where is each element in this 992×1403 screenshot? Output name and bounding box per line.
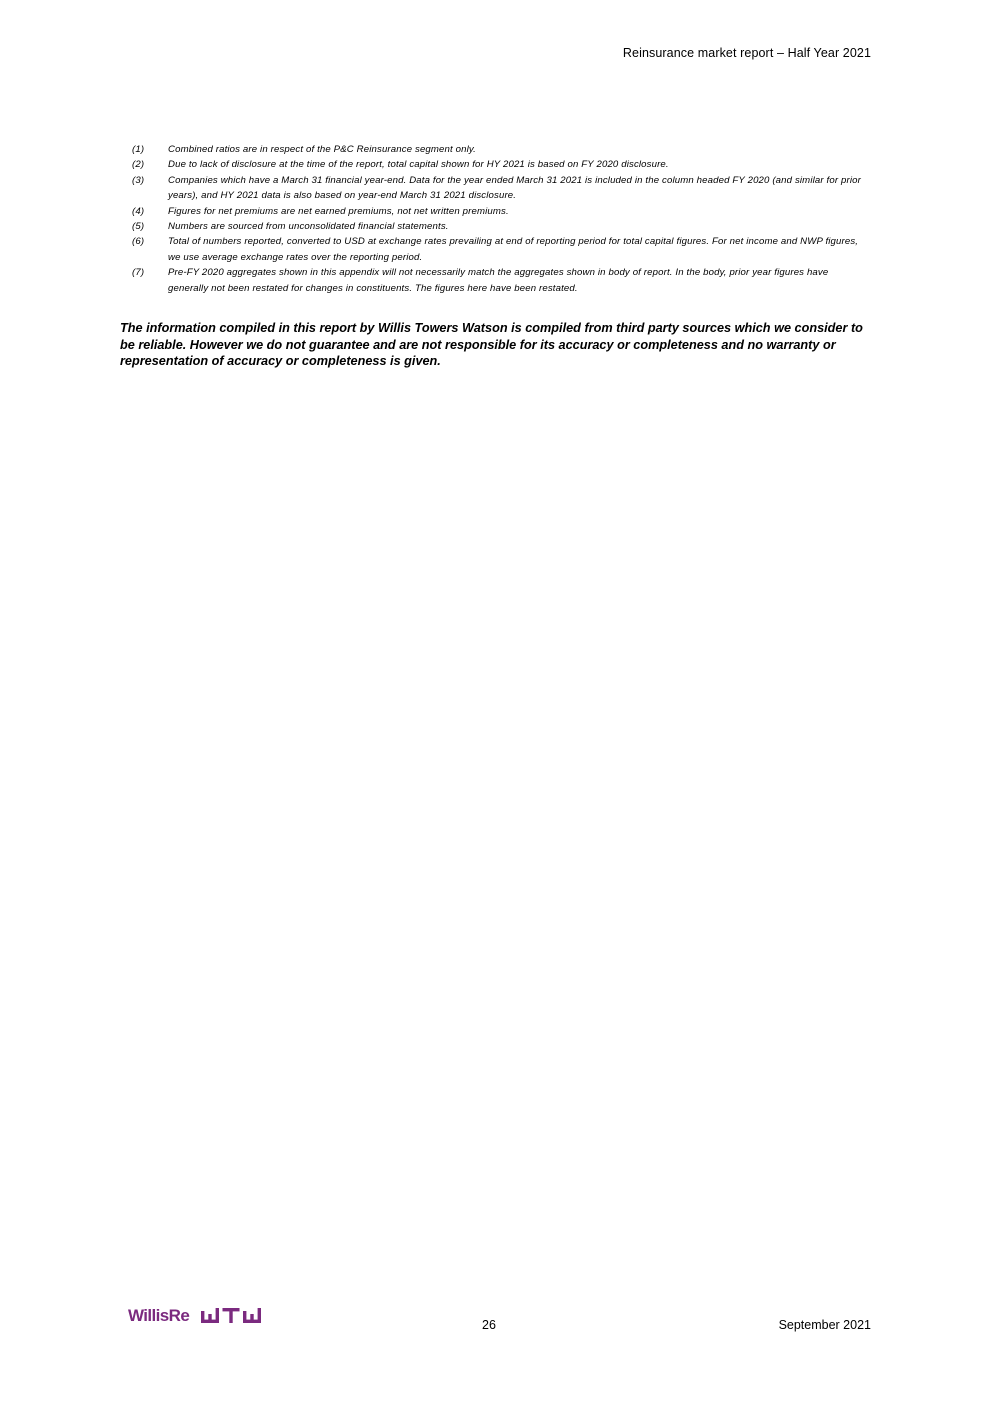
disclaimer-text: The information compiled in this report by Willis Towers Watson is compiled from third party sources which we consider to be reliable. However we do not guarantee and are not responsible for its accuracy or completeness and no warranty or representation of accuracy or completeness is given.	[120, 321, 863, 369]
footnote-item	[132, 173, 862, 204]
footnote-text: Pre-FY 2020 aggregates shown in this appendix will not necessarily match the aggregates shown in body of report. In the body, prior year figures have generally not been restated for changes in constituents. The figures here have been restated.	[168, 267, 829, 294]
footnote-text: Figures for net premiums are net earned premiums, not net written premiums.	[168, 205, 509, 217]
footnote-number: (3)	[132, 174, 145, 186]
footnotes-list	[132, 142, 862, 296]
wtw-logo-icon	[201, 1308, 263, 1323]
page-header: Reinsurance market report – Half Year 2021	[622, 46, 871, 60]
footnote-item	[132, 265, 862, 296]
footnote-text: Due to lack of disclosure at the time of the report, total capital shown for HY 2021 is based on FY 2020 disclosure.	[168, 159, 669, 171]
footnote-text: Companies which have a March 31 financial year-end. Data for the year ended March 31 2021 is included in the column headed FY 2020 (and similar for prior years), and HY 2021 data is also based on year-end March 31 2021 disclosure.	[168, 174, 861, 202]
footnote-item	[132, 234, 862, 265]
footnote-number: (4)	[132, 205, 145, 217]
willis-re-logo	[128, 1306, 263, 1326]
footnote-number: (5)	[132, 221, 145, 233]
footnote-text: Numbers are sourced from unconsolidated financial statements.	[168, 221, 449, 233]
footnote-text: Total of numbers reported, converted to USD at exchange rates prevailing at end of reporting period for total capital figures. For net income and NWP figures, we use average exchange rates over the reporting period.	[168, 236, 859, 263]
footnote-text: Combined ratios are in respect of the P&C Reinsurance segment only.	[168, 144, 476, 155]
footnote-item	[132, 142, 862, 157]
footnote-number: (6)	[132, 236, 145, 248]
footer-date: September 2021	[778, 1318, 871, 1332]
footnote-item	[132, 157, 862, 172]
footnote-number: (1)	[132, 144, 145, 155]
logo-wordmark: WillisRe	[128, 1306, 190, 1325]
footnote-item	[132, 204, 862, 219]
footnote-number: (7)	[132, 267, 145, 279]
footnote-item	[132, 219, 862, 234]
page-number: 26	[482, 1318, 496, 1332]
footnote-number: (2)	[132, 159, 145, 171]
